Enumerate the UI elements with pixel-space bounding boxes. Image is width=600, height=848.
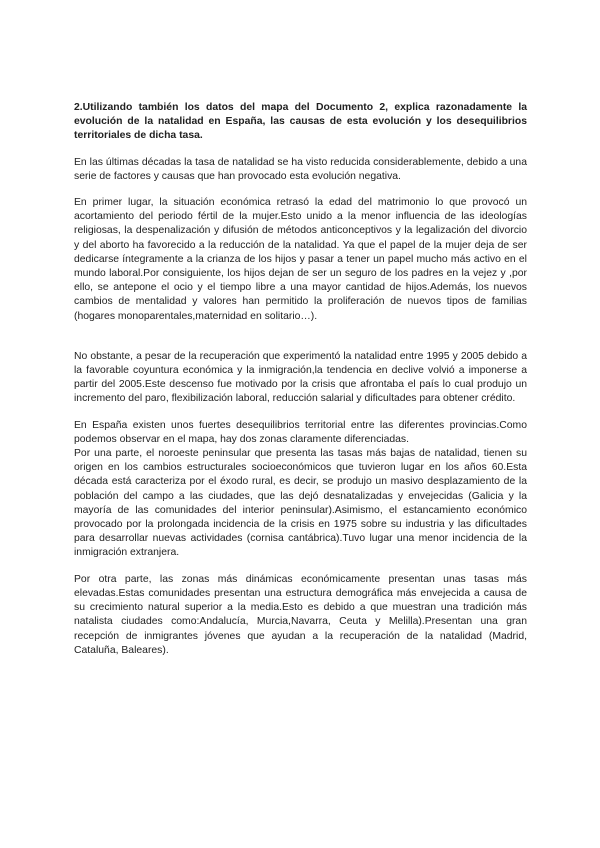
paragraph-recovery: No obstante, a pesar de la recuperación que experimentó la natalidad entre 1995 y 2005 debido a la favorable coyuntura económica y la inmigración,la tendencia en declive volvió a imponerse a partir del 2005.Este descenso fue motivado por la crisis que afrontaba el país lo cual produjo un incremento del paro, flexibilización laboral, reducción salarial y dificultades para obtener crédito. xyxy=(74,350,527,405)
paragraph-dynamic-zones: Por otra parte, las zonas más dinámicas económicamente presentan unas tasas más elevadas.Estas comunidades presentan una estructura demográfica más envejecida a causa de su crecimiento natural superior a la media.Esto es debido a que muestran una tradición más natalista ciudades como:Andalucía, Murcia,Navarra, Ceuta y Melilla).Presentan una gran recepción de inmigrantes jóvenes que ayudan a la recuperación de la natalidad (Madrid, Cataluña, Baleares). xyxy=(74,573,527,656)
question-heading: 2.Utilizando también los datos del mapa del Documento 2, explica razonadamente la evolución de la natalidad en España, las causas de esta evolución y los desequilibrios territoriales de dicha tasa. xyxy=(74,102,527,142)
paragraph-territorial: En España existen unos fuertes desequilibrios territorial entre las diferentes provincias.Como podemos observar en el mapa, hay dos zonas claramente diferenciadas. xyxy=(74,419,527,445)
paragraph-northwest: Por una parte, el noroeste peninsular que presenta las tasas más bajas de natalidad, tienen su origen en los cambios estructurales socioeconómicos que tuvieron lugar en los años 60.Esta década está caracteriza por el éxodo rural, es decir, se produjo un masivo desplazamiento de la población del campo a las ciudades, que las dejó desnatalizadas y envejecidas (Galicia y la mayoría de las comunidades del interior peninsular).Asimismo, el estancamiento económico provocado por la prolongada incidencia de la crisis en 1975 sobre su industria y las dificultades para desarrollar nuevas actividades (cornisa cantábrica).Tuvo lugar una menor incidencia de la inmigración extranjera. xyxy=(74,448,527,559)
document-page xyxy=(74,101,527,670)
paragraph-intro: En las últimas décadas la tasa de natalidad se ha visto reducida considerablemente, debido a una serie de factores y causas que han provocado esta evolución negativa. xyxy=(74,156,527,182)
paragraph-causes: En primer lugar, la situación económica retrasó la edad del matrimonio lo que provocó un acortamiento del periodo fértil de la mujer.Esto unido a la menor influencia de las ideologías religiosas, la despenalización y difusión de métodos anticonceptivos y la legalización del divorcio y del aborto ha favorecido a la reducción de la natalidad. Ya que el papel de la mujer deja de ser dedicarse íntegramente a la crianza de los hijos y pasar a tener un papel mucho más activo en el mundo laboral.Por consiguiente, los hijos dejan de ser un seguro de los padres en la vejez y ,por ello, se antepone el ocio y el tiempo libre a una mayor cantidad de hijos.Además, los nuevos cambios de mentalidad y valores han permitido la proliferación de nuevos tipos de familias (hogares monoparentales,maternidad en solitario…). xyxy=(74,197,527,322)
